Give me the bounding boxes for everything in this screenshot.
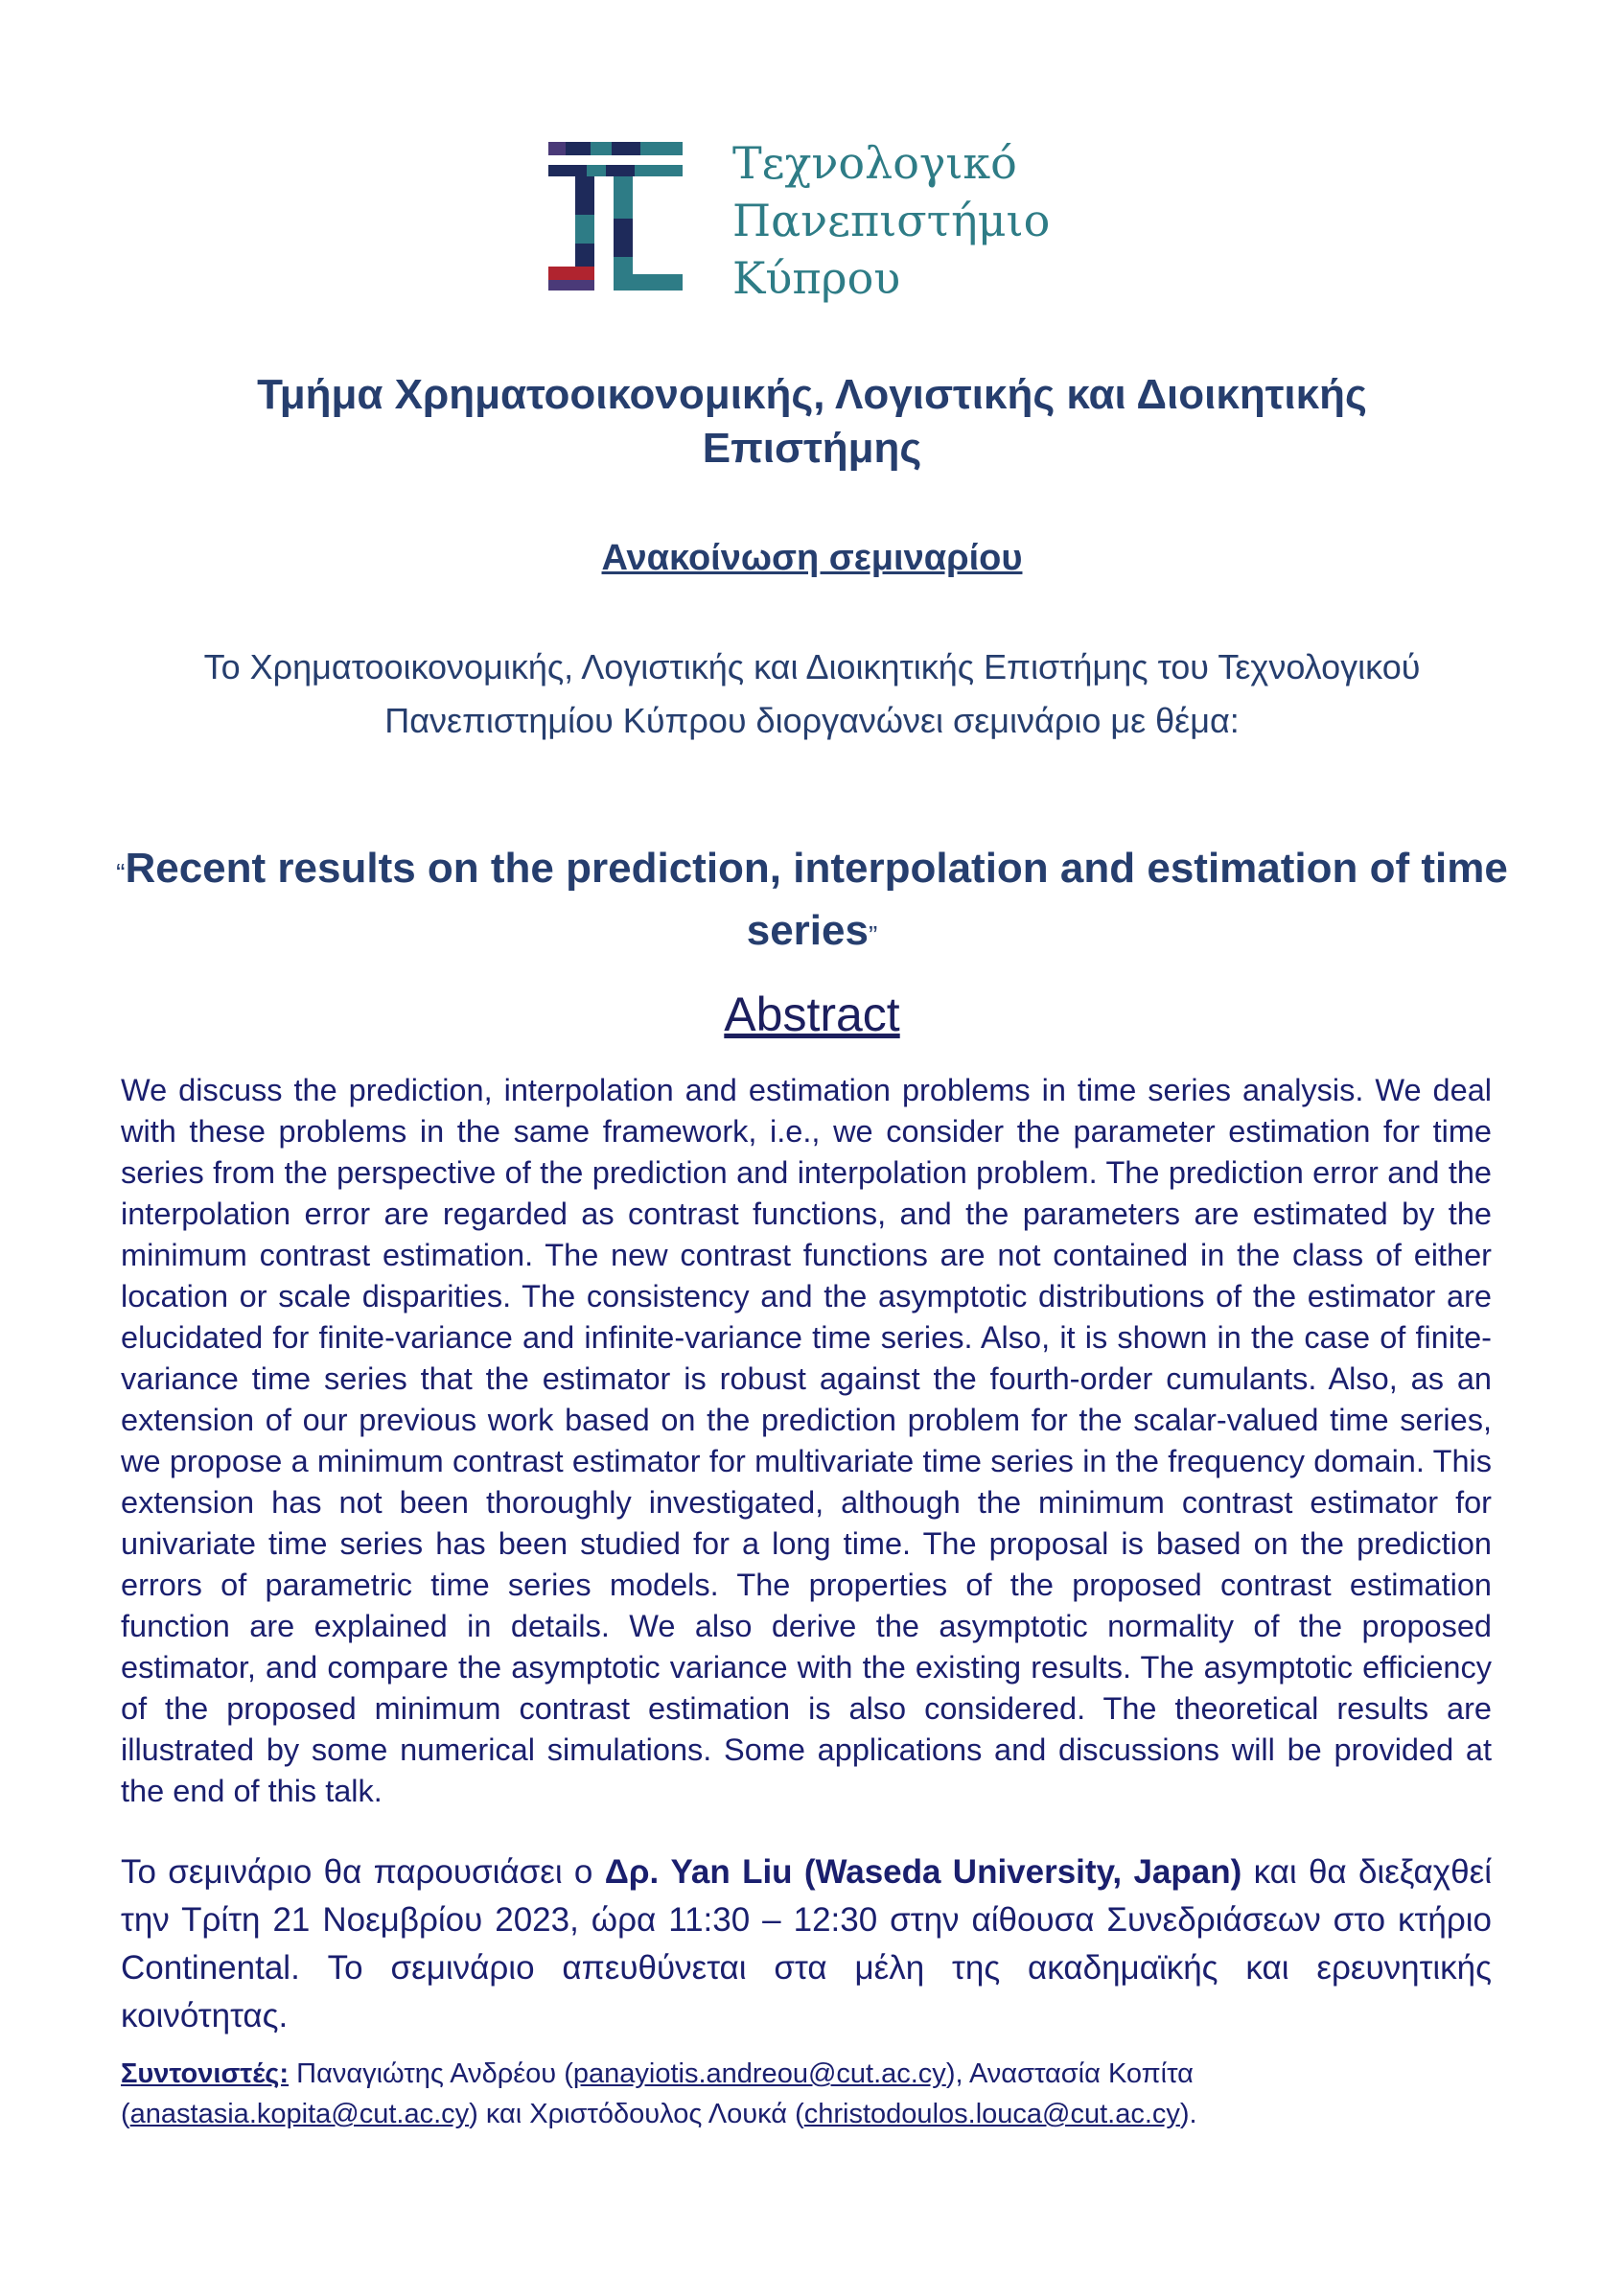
coordinator-2-email-link[interactable]: anastasia.kopita@cut.ac.cy	[129, 2099, 470, 2129]
logo-line-3: Κύπρου	[732, 252, 901, 304]
coordinators-label: Συντονιστές:	[121, 2058, 290, 2089]
intro-paragraph: Το Χρηματοοικονομικής, Λογιστικής και Διοικητικής Επιστήμης του Τεχνολογικού Πανεπιστημίου Κύπρου διοργανώνει σεμινάριο με θέμα:	[203, 647, 1421, 740]
seminar-text-1: Το σεμινάριο θα παρουσιάσει ο	[121, 1853, 605, 1891]
logo-line-2: Πανεπιστήμιο	[732, 195, 1051, 246]
talk-title	[115, 840, 1509, 965]
coordinator-1-name: Παναγιώτης Ανδρέου (	[289, 2058, 573, 2089]
logo-line-1: Τεχνολογικό	[732, 137, 1017, 189]
announcement-heading	[0, 535, 1624, 581]
cut-logo-mark-icon	[548, 142, 683, 291]
logo-wordmark	[732, 134, 1050, 307]
seminar-details	[121, 1848, 1492, 2040]
close-quote: ”	[868, 920, 878, 950]
coordinator-3-name: ) και Χριστόδουλος Λουκά (	[469, 2099, 804, 2129]
open-quote: “	[116, 858, 126, 888]
coordinator-3-email-link[interactable]: christodoulos.louca@cut.ac.cy	[803, 2099, 1180, 2129]
talk-title-text: Recent results on the prediction, interpolation and estimation of time series	[125, 845, 1508, 954]
coordinator-1-email-link[interactable]: panayiotis.andreou@cut.ac.cy	[572, 2058, 946, 2089]
announcement-heading-text: Ανακοίνωση σεμιναρίου	[601, 538, 1023, 578]
university-logo	[548, 134, 1085, 302]
abstract-paragraph: We discuss the prediction, interpolation and estimation problems in time series analysis. We deal with these problems in the same framework, i.e., we consider the parameter estimation for time series from the perspective of the prediction and interpolation problem. The prediction error and the interpolation error are regarded as contrast functions, and the parameters are estimated by the minimum contrast estimation. The new contrast functions are not contained in the class of either location or scale disparities. The consistency and the asymptotic distributions of the estimator are elucidated for finite-variance and infinite-variance time series. Also, it is shown in the case of finite-variance time series that the estimator is robust against the fourth-order cumulants. Also, as an extension of our previous work based on the prediction problem for the scalar-valued time series, we propose a minimum contrast estimator for multivariate time series in the frequency domain. This extension has not been thoroughly investigated, although the minimum contrast estimator for univariate time series has been studied for a long time. The proposal is based on the prediction errors of parametric time series models. The properties of the proposed contrast estimation function are explained in details. We also derive the asymptotic normality of the proposed estimator, and compare the asymptotic variance with the existing results. The asymptotic efficiency of the proposed minimum contrast estimation is also considered. The theoretical results are illustrated by some numerical simulations. Some applications and discussions will be provided at the end of this talk.	[121, 1073, 1492, 1808]
seminar-text-2: και θα διεξαχθεί την Τρίτη 21 Νοεμβρίου 2023, ώρα 11:30 – 12:30 στην αίθουσα Συνεδριάσεων στο κτήριο Continental. Το σεμινάριο απευθύνεται στα μέλη της ακαδημαϊκής και ερευνητικής κοινότητας.	[121, 1853, 1492, 2034]
abstract-heading-text: Abstract	[724, 988, 900, 1041]
speaker-name: Δρ. Yan Liu (Waseda University, Japan)	[604, 1853, 1242, 1891]
department-title: Τμήμα Χρηματοοικονομικής, Λογιστικής και Διοικητικής Επιστήμης	[257, 371, 1367, 472]
abstract-heading	[0, 984, 1624, 1045]
coordinator-2-name: ), Αναστασία Κοπίτα (	[121, 2058, 1194, 2129]
coordinators	[121, 2054, 1492, 2134]
coordinators-end: ).	[1179, 2099, 1197, 2129]
